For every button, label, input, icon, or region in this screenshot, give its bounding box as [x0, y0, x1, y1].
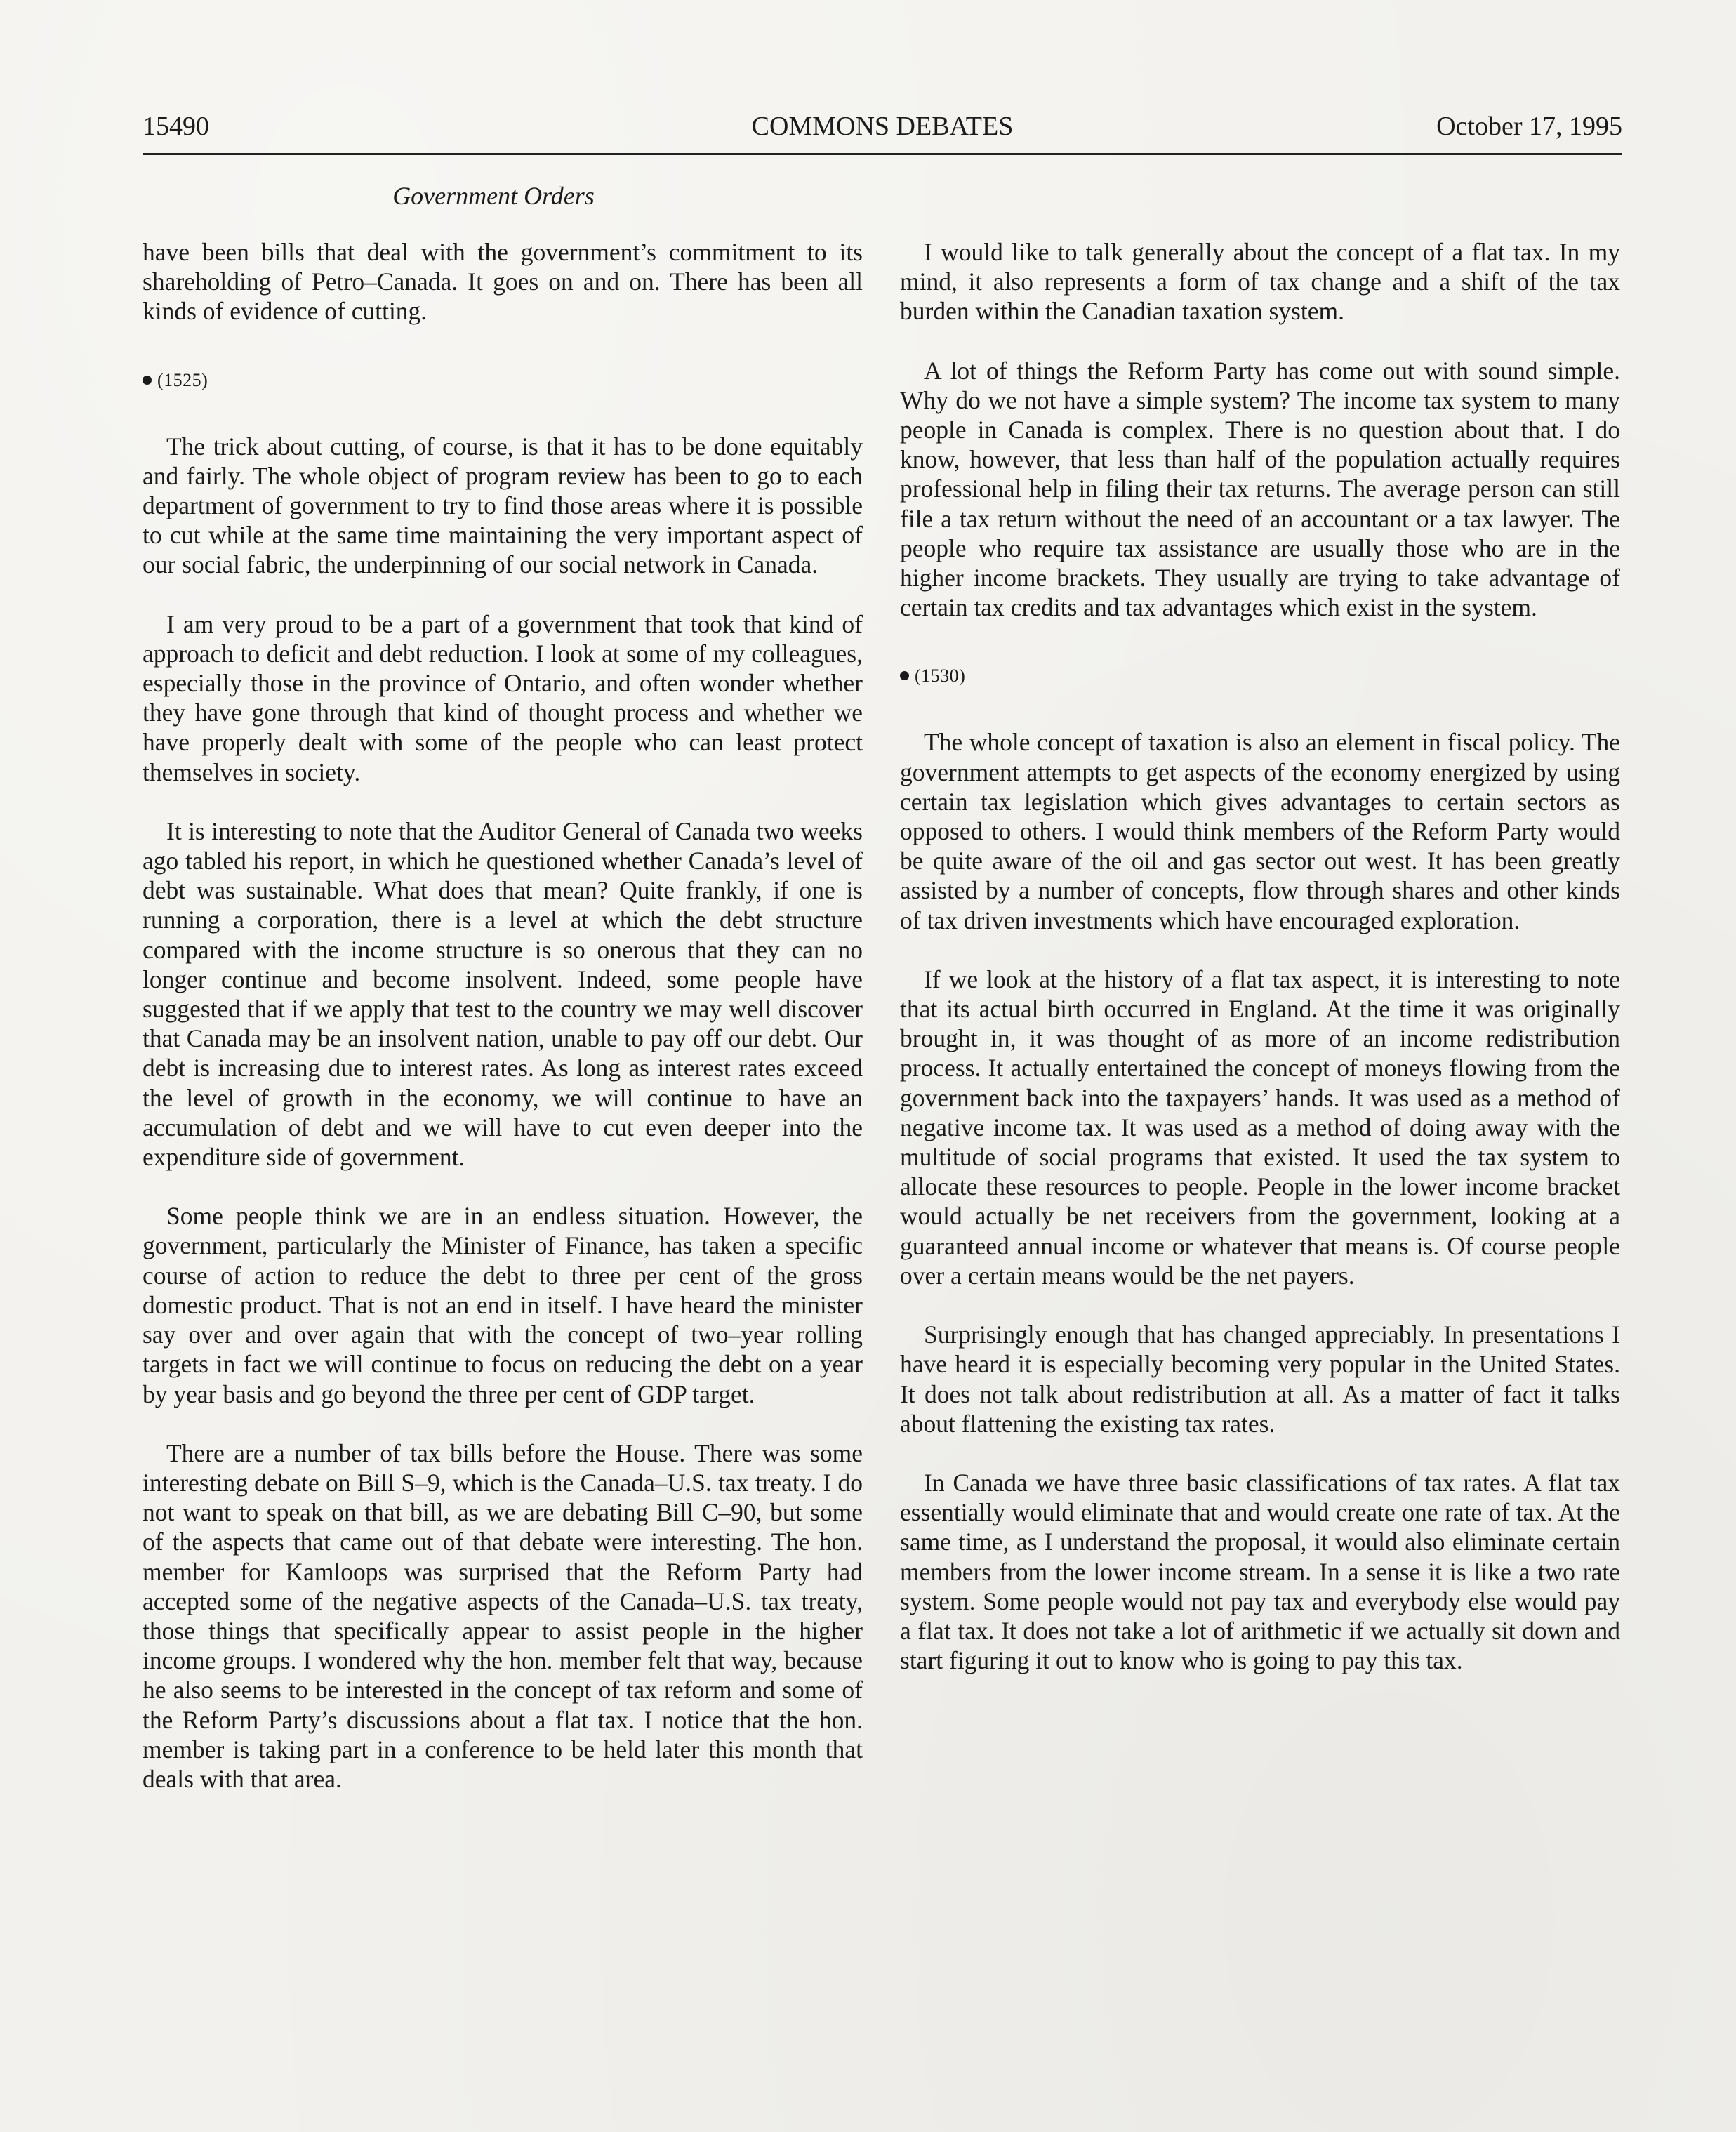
bullet-icon: [143, 376, 152, 385]
spacer: [900, 326, 1620, 356]
paragraph: The trick about cutting, of course, is that it has to be done equitably and fairly. The whole object of program review has been to go to each department of government to try to find those areas where it is possible to cut while at the same time maintaining the very important aspect of our social fabric, the underpinning of our social network in Canada.: [143, 432, 863, 579]
time-marker: [143, 370, 863, 391]
time-marker-label: (1530): [915, 666, 966, 687]
bullet-icon: [900, 671, 909, 680]
spacer: [143, 1409, 863, 1438]
spacer: [900, 687, 1620, 727]
header-rule: [143, 153, 1622, 155]
paragraph: Some people think we are in an endless situation. However, the government, particularly the Minister of Finance, has taken a specific course of action to reduce the debt to three per cent of the gross domestic product. That is not an end in itself. I have heard the minister say over and over again that with the concept of two–year rolling targets in fact we will continue to focus on reducing the debt on a year by year basis and go beyond the three per cent of GDP target.: [143, 1202, 863, 1408]
time-marker: [900, 666, 1620, 687]
spacer: [143, 326, 863, 370]
spacer: [900, 935, 1620, 965]
paragraph: There are a number of tax bills before the House. There was some interesting debate on Bill S–9, which is the Canada–U.S. tax treaty. I do not want to speak on that bill, as we are debating Bill C–90, but some of the aspects that came out of that debate were interesting. The hon. member for Kamloops was surprised that the Reform Party had accepted some of the negative aspects of the Canada–U.S. tax treaty, those things that specifically appear to assist people in the higher income groups. I wondered why the hon. member felt that way, because he also seems to be interested in the concept of tax reform and some of the Reform Party’s discussions about a flat tax. I notice that the hon. member is taking part in a conference to be held later this month that deals with that area.: [143, 1438, 863, 1793]
spacer: [900, 1290, 1620, 1320]
publication-date: October 17, 1995: [1436, 112, 1622, 141]
spacer: [143, 787, 863, 816]
right-column: [900, 237, 1620, 1675]
spacer: [900, 1438, 1620, 1468]
spacer: [143, 580, 863, 609]
paragraph: The whole concept of taxation is also an element in fiscal policy. The government attempts to get aspects of the economy energized by using certain tax legislation which gives advantages to certain sectors as opposed to others. I would think members of the Reform Party would be quite aware of the oil and gas sector out west. It has been greatly assisted by a number of concepts, flow through shares and other kinds of tax driven investments which have encouraged exploration.: [900, 728, 1620, 934]
page-number: 15490: [143, 112, 209, 141]
paragraph: It is interesting to note that the Auditor General of Canada two weeks ago tabled his report, in which he questioned whether Canada’s level of debt was sustainable. What does that mean? Quite frankly, if one is running a corporation, there is a level at which the debt structure compared with the income structure is so onerous that they can no longer continue and become insolvent. Indeed, some people have suggested that if we apply that test to the country we may well discover that Canada may be an insolvent nation, unable to pay off our debt. Our debt is increasing due to interest rates. As long as interest rates exceed the level of growth in the economy, we will continue to have an accumulation of debt and we will have to cut even deeper into the expenditure side of government.: [143, 816, 863, 1172]
paragraph: A lot of things the Reform Party has come out with sound simple. Why do we not have a simple system? The income tax system to many people in Canada is complex. There is no question about that. I do know, however, that less than half of the population actually requires professional help in filing their tax returns. The average person can still file a tax return without the need of an accountant or a tax lawyer. The people who require tax assistance are usually those who are in the higher income brackets. They usually are trying to take advantage of certain tax credits and tax advantages which exist in the system.: [900, 356, 1620, 622]
spacer: [143, 1172, 863, 1201]
running-head: [143, 111, 1622, 153]
spacer: [143, 391, 863, 432]
time-marker-label: (1525): [157, 369, 208, 390]
left-column: [143, 237, 863, 1794]
paragraph: have been bills that deal with the government’s commitment to its shareholding of Petro–Canada. It goes on and on. There has been all kinds of evidence of cutting.: [143, 238, 863, 326]
publication-title: COMMONS DEBATES: [751, 112, 1014, 141]
paragraph: I would like to talk generally about the concept of a flat tax. In my mind, it also represents a form of tax change and a shift of the tax burden within the Canadian taxation system.: [900, 238, 1620, 326]
paragraph: Surprisingly enough that has changed appreciably. In presentations I have heard it is especially becoming very popular in the United States. It does not talk about redistribution at all. As a matter of fact it talks about flattening the existing tax rates.: [900, 1320, 1620, 1438]
paragraph: If we look at the history of a flat tax aspect, it is interesting to note that its actual birth occurred in England. At the time it was originally brought in, it was thought of as more of an income redistribution process. It actually entertained the concept of moneys flowing from the government back into the taxpayers’ hands. It was used as a method of negative income tax. It was used as a method of doing away with the multitude of social programs that existed. It used the tax system to allocate these resources to people. People in the lower income bracket would actually be net receivers from the government, looking at a guaranteed annual income or whatever that means is. Of course people over a certain means would be the net payers.: [900, 965, 1620, 1290]
paragraph: I am very proud to be a part of a government that took that kind of approach to deficit and debt reduction. I look at some of my colleagues, especially those in the province of Ontario, and often wonder whether they have gone through that kind of thought process and whether we have properly dealt with some of the people who can least protect themselves in society.: [143, 609, 863, 786]
spacer: [900, 622, 1620, 666]
section-label: Government Orders: [392, 182, 595, 210]
paragraph: In Canada we have three basic classifications of tax rates. A flat tax essentially would eliminate that and would create one rate of tax. At the same time, as I understand the proposal, it would also eliminate certain members from the lower income stream. In a sense it is like a two rate system. Some people would not pay tax and everybody else would pay a flat tax. It does not take a lot of arithmetic if we actually sit down and start figuring it out to know who is going to pay this tax.: [900, 1468, 1620, 1675]
